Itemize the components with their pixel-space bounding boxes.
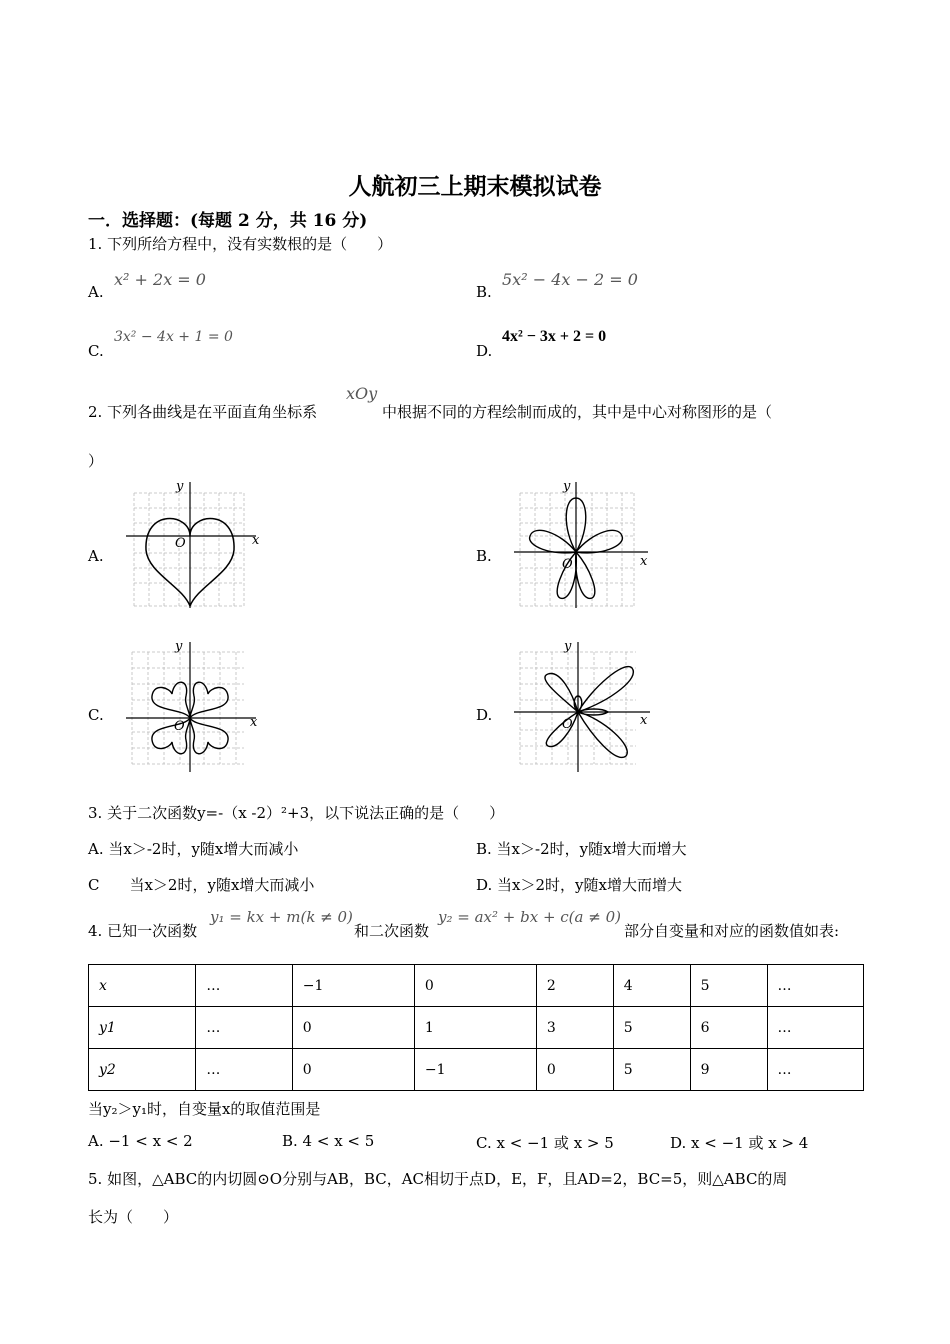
graph-five-petals-y-label: y bbox=[563, 479, 571, 494]
graph-heart-x-label: x bbox=[252, 533, 260, 548]
q4-option-c: C. x < −1 或 x > 5 bbox=[476, 1134, 614, 1152]
q1-option-d-label: D. bbox=[476, 342, 493, 360]
question-5-stem-line1: 5. 如图，△ABC的内切圆⊙O分别与AB，BC，AC相切于点D，E，F，且AD=2，BC=5，则△ABC的周 bbox=[88, 1170, 788, 1188]
q1-option-a-label: A. bbox=[88, 283, 104, 301]
q2-option-d-label: D. bbox=[476, 706, 493, 724]
question-4-quadratic-function: y₂ = ax² + bx + c(a ≠ 0) bbox=[438, 908, 621, 926]
question-1-stem: 1. 下列所给方程中，没有实数根的是（ ） bbox=[88, 235, 393, 253]
table-cell: 3 bbox=[536, 1007, 613, 1049]
q3-option-a: A. 当x＞-2时，y随x增大而减小 bbox=[88, 840, 299, 858]
question-2-coord-system: xOy bbox=[346, 384, 378, 403]
question-4-stem-part1: 4. 已知一次函数 bbox=[88, 922, 198, 940]
graph-heart-origin-label: O bbox=[175, 536, 186, 551]
table-cell: … bbox=[767, 965, 864, 1007]
table-cell: … bbox=[196, 1049, 292, 1091]
q3-option-d: D. 当x＞2时，y随x增大而增大 bbox=[476, 876, 682, 894]
table-cell: y2 bbox=[89, 1049, 196, 1091]
q4-option-a: A. −1 < x < 2 bbox=[88, 1132, 193, 1150]
table-cell: 1 bbox=[414, 1007, 536, 1049]
q1-option-a-equation: x² + 2x = 0 bbox=[114, 270, 206, 289]
table-cell: 5 bbox=[690, 965, 767, 1007]
q1-option-c-equation: 3x² − 4x + 1 = 0 bbox=[114, 329, 233, 345]
q1-option-c-label: C. bbox=[88, 342, 104, 360]
graph-four-hearts bbox=[124, 638, 264, 774]
table-cell: … bbox=[196, 1007, 292, 1049]
question-5-stem-line2: 长为（ ） bbox=[88, 1208, 179, 1226]
table-cell: 0 bbox=[414, 965, 536, 1007]
table-cell: y1 bbox=[89, 1007, 196, 1049]
value-table bbox=[88, 964, 864, 1091]
section-heading: 一．选择题：(每题 2 分，共 16 分) bbox=[88, 211, 368, 231]
graph-five-petals-x-label: x bbox=[640, 554, 648, 569]
table-cell: … bbox=[196, 965, 292, 1007]
graph-four-hearts-x-label: x bbox=[250, 715, 258, 730]
table-cell: 4 bbox=[613, 965, 690, 1007]
table-cell: 9 bbox=[690, 1049, 767, 1091]
table-cell: … bbox=[767, 1007, 864, 1049]
table-row-x bbox=[89, 965, 864, 1007]
graph-five-petals-origin-label: O bbox=[562, 557, 573, 572]
graph-heart bbox=[124, 478, 264, 610]
question-2-stem-part3: ） bbox=[88, 452, 104, 470]
table-cell: 0 bbox=[292, 1049, 414, 1091]
table-row-y2 bbox=[89, 1049, 864, 1091]
question-3-stem: 3. 关于二次函数y=-（x -2）²+3，以下说法正确的是（ ） bbox=[88, 804, 505, 822]
table-cell: 5 bbox=[613, 1007, 690, 1049]
graph-skewed-petals-x-label: x bbox=[640, 713, 648, 728]
table-cell: x bbox=[89, 965, 196, 1007]
q1-option-d-equation: 4x² − 3x + 2 = 0 bbox=[502, 328, 607, 345]
question-4-condition: 当y₂＞y₁时，自变量x的取值范围是 bbox=[88, 1100, 321, 1118]
graph-heart-y-label: y bbox=[176, 479, 184, 494]
graph-skewed-petals bbox=[512, 638, 654, 774]
q4-option-b: B. 4 < x < 5 bbox=[282, 1132, 375, 1150]
question-2-stem-part2: 中根据不同的方程绘制而成的，其中是中心对称图形的是（ bbox=[382, 403, 773, 421]
graph-skewed-petals-origin-label: O bbox=[562, 717, 573, 732]
table-cell: 0 bbox=[536, 1049, 613, 1091]
question-4-linear-function: y₁ = kx + m(k ≠ 0) bbox=[210, 908, 353, 926]
graph-four-hearts-y-label: y bbox=[175, 639, 183, 654]
table-cell: 0 bbox=[292, 1007, 414, 1049]
page-title: 人航初三上期末模拟试卷 bbox=[348, 173, 602, 200]
q2-option-c-label: C. bbox=[88, 706, 104, 724]
question-4-stem-part3: 部分自变量和对应的函数值如表: bbox=[624, 922, 840, 940]
graph-skewed-petals-y-label: y bbox=[564, 639, 572, 654]
q2-option-a-label: A. bbox=[88, 547, 104, 565]
q4-option-d: D. x < −1 或 x > 4 bbox=[670, 1134, 809, 1152]
q3-option-b: B. 当x＞-2时，y随x增大而增大 bbox=[476, 840, 687, 858]
table-cell: 5 bbox=[613, 1049, 690, 1091]
q1-option-b-label: B. bbox=[476, 283, 492, 301]
table-cell: 6 bbox=[690, 1007, 767, 1049]
graph-five-petals bbox=[512, 478, 652, 610]
q3-option-c: C 当x＞2时，y随x增大而减小 bbox=[88, 876, 315, 894]
question-2-stem-part1: 2. 下列各曲线是在平面直角坐标系 bbox=[88, 403, 318, 421]
table-cell: … bbox=[767, 1049, 864, 1091]
graph-four-hearts-origin-label: O bbox=[174, 719, 185, 734]
q2-option-b-label: B. bbox=[476, 547, 492, 565]
question-4-stem-part2: 和二次函数 bbox=[354, 922, 430, 940]
table-cell: 2 bbox=[536, 965, 613, 1007]
table-cell: −1 bbox=[414, 1049, 536, 1091]
table-row-y1 bbox=[89, 1007, 864, 1049]
table-cell: −1 bbox=[292, 965, 414, 1007]
q1-option-b-equation: 5x² − 4x − 2 = 0 bbox=[502, 270, 638, 289]
